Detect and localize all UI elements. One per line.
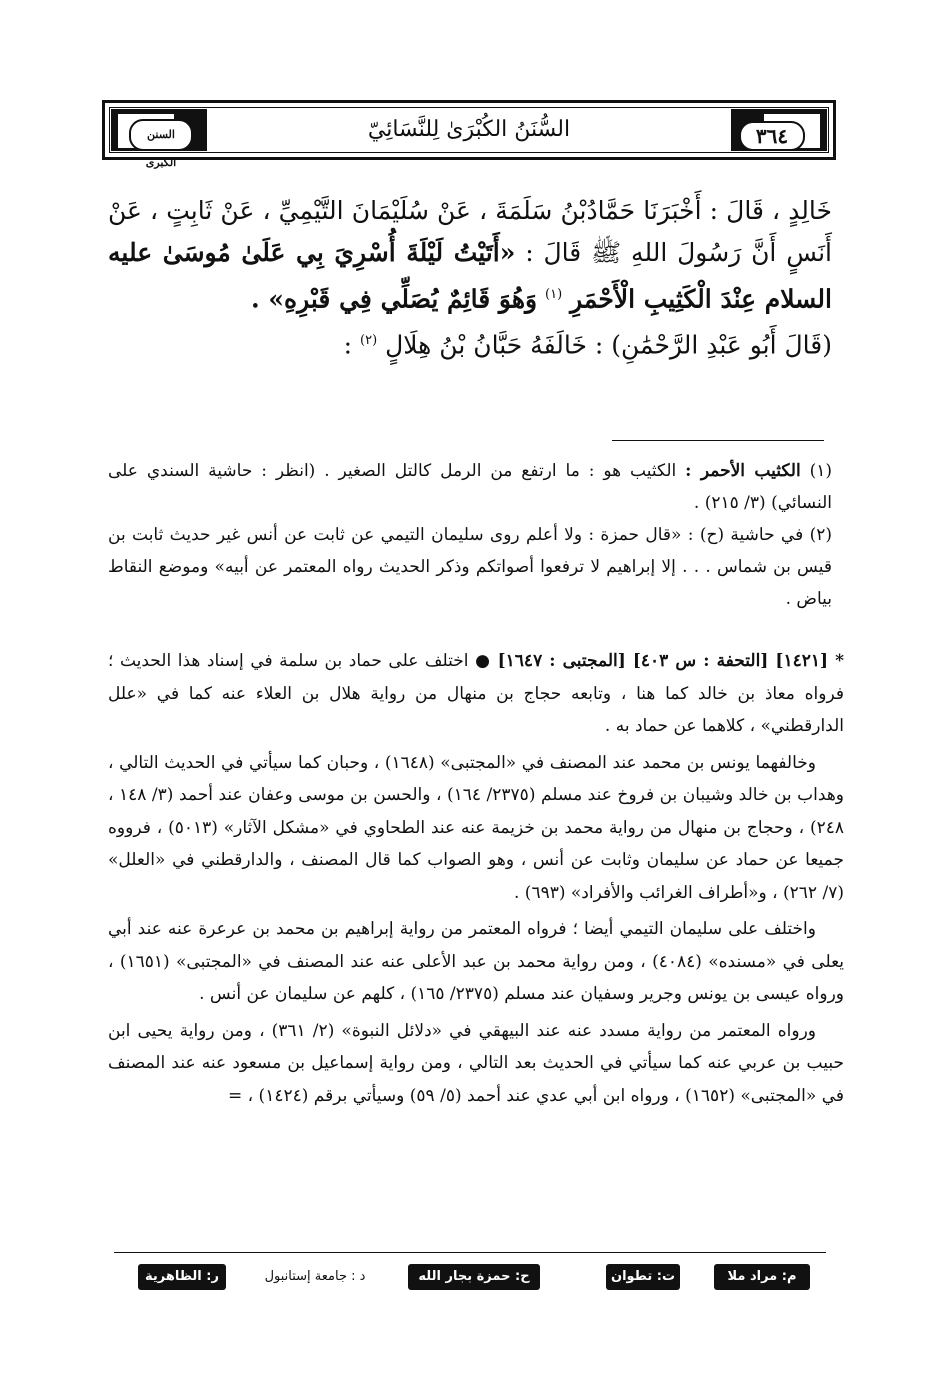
footnote-2-text: في حاشية (ح) : «قال حمزة : ولا أعلم روى سليمان التيمي عن ثابت عن أنس غير حديث ثابت بن قيس بن شماس . . . إلا إبراهيم لا ترفعوا أصواتكم وذكر الحديث رواه المعتمر عن أبيه» وموضع النقاط بياض . [108, 525, 832, 609]
running-title: السُّنَنُ الكُبْرَىٰ لِلنَّسَائِيّ [367, 117, 571, 142]
takhrij-paragraph-3: واختلف على سليمان التيمي أيضا ؛ فرواه المعتمر من رواية إبراهيم بن محمد بن عرعرة عنه عند أبي يعلى في «مسنده» (٤٠٨٤) ، ومن رواية محمد بن عبد الأعلى عنه عند المصنف في «المجتبى» (١٦٥١) ، ورواه عيسى بن يونس وجرير وسفيان عند مسلم (٢٣٧٥/ ١٦٥) ، كلهم عن سليمان عن أنس . [108, 919, 845, 1004]
manuscript-badge-r: ر: الظاهرية [138, 1264, 226, 1290]
manuscript-label-d: د : جامعة إستانبول [264, 1269, 366, 1284]
page-number: ٣٦٤ [739, 121, 805, 151]
footnote-1 [108, 455, 832, 519]
commentary-end: : [343, 330, 353, 360]
footnote-1-text: الكثيب هو : ما ارتفع من الرمل كالتل الصغير . (انظر : حاشية السندي على النسائي) (٣/ ٢١٥) . [108, 461, 832, 513]
hadith-paragraph [108, 190, 832, 320]
footnote-2-number: (٢) [809, 525, 832, 545]
takhrij-section [108, 645, 844, 1116]
footnote-ref-2: (٢) [360, 333, 378, 349]
manuscript-badge-t: ت: تطوان [606, 1264, 680, 1290]
takhrij-reference: * [١٤٢١] [التحفة : س ٤٠٣] [المجتبى : ١٦٤٧] [497, 651, 844, 671]
takhrij-text-1: اختلف على حماد بن سلمة في إسناد هذا الحديث ؛ فرواه معاذ بن خالد كما هنا ، وتابعه حجاج بن منهال من رواية هلال بن العلاء عنه كما في «علل الدارقطني» ، كلاهما عن حماد به . [108, 651, 844, 736]
header-ornament-left [111, 109, 207, 169]
commentary-text: (قَالَ أَبُو عَبْدِ الرَّحْمَٰنِ) : خَالَفَهُ حَبَّانُ بْنُ هِلَالٍ [385, 330, 832, 360]
footnote-1-term: الكثيب الأحمر : [685, 461, 801, 481]
hadith-isnad: خَالِدٍ ، قَالَ : أَخْبَرَنَا حَمَّادُبْنُ سَلَمَةَ ، عَنْ سُلَيْمَانَ التَّيْمِيِّ ، عَنْ ثَابِتٍ ، عَنْ أَنَسٍ أَنَّ رَسُولَ اللهِ ﷺ قَالَ : [108, 196, 832, 267]
footnote-separator [612, 440, 824, 441]
footnotes [108, 455, 832, 615]
takhrij-paragraph-2: وخالفهما يونس بن محمد عند المصنف في «المجتبى» (١٦٤٨) ، وحبان كما سيأتي في الحديث التالي ، وهداب بن خالد وشيبان بن فروخ عند مسلم (٢٣٧٥/ ١٦٤) ، والحسن بن موسى وعفان عند أحمد (٣/ ١٤٨ ، ٢٤٨) ، وحجاج بن منهال من رواية محمد بن خزيمة عنه عند الطحاوي في «مشكل الآثار» (٥٠١٣) ، فرووه جميعا عن حماد عن سليمان وثابت عن أنس ، وهو الصواب كما قال المصنف ، والدارقطني في «العلل» (٧/ ٢٦٢) ، و«أطراف الغرائب والأفراد» (٦٩٣) . [108, 752, 844, 903]
bullet-icon: ● [475, 651, 492, 671]
takhrij-paragraph-4: ورواه المعتمر من رواية مسدد عنه عند البيهقي في «دلائل النبوة» (٢/ ٣٦١) ، ومن رواية يحيى ابن حبيب بن عربي عنه كما سيأتي في الحديث بعد التالي ، ومن رواية إسماعيل بن مسعود عنه عند المصنف في «المجتبى» (١٦٥٢) ، ورواه ابن أبي عدي عند أحمد (٥/ ٥٩) وسيأتي برقم (١٤٢٤) ، = [108, 1020, 844, 1106]
title-seal: السنن الكبرى [129, 119, 193, 151]
footer-rule [114, 1252, 826, 1253]
footnote-2 [108, 519, 832, 615]
hadith-matn: «أَتَيْتُ لَيْلَةَ أُسْرِيَ بِي عَلَىٰ مُوسَىٰ عليه السلام عِنْدَ الْكَثِيبِ الْأَحْمَرِ [108, 238, 832, 314]
manuscript-badge-m: م: مراد ملا [714, 1264, 810, 1290]
commentary-line [108, 320, 832, 366]
footnote-1-number: (١) [809, 461, 833, 481]
header-ornament-right [731, 109, 827, 151]
manuscript-badge-h: ح: حمزة بجار الله [408, 1264, 540, 1290]
footnote-ref-1: (١) [545, 287, 563, 302]
main-text [108, 190, 832, 367]
takhrij-paragraph-1 [108, 645, 844, 743]
page-header [102, 100, 836, 169]
hadith-matn-end: وَهُوَ قَائِمٌ يُصَلِّي فِي قَبْرِهِ» . [250, 284, 538, 314]
